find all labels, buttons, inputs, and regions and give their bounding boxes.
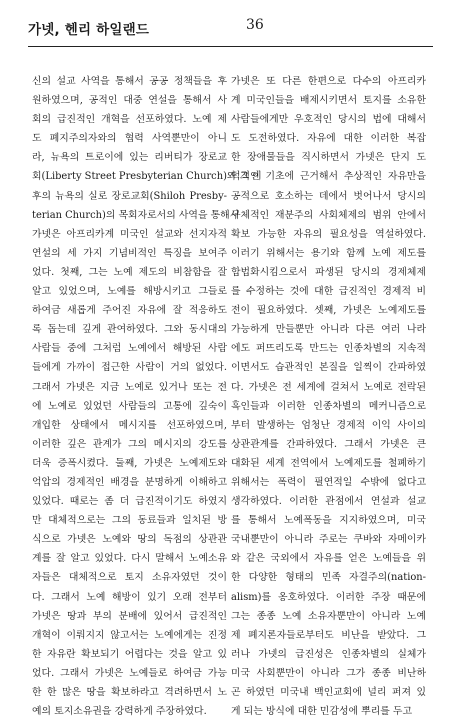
text-line: 만 대체적으로는 그의 동료들과 일치된 방 xyxy=(32,515,227,527)
text-line: 게 되는 방식에 대한 민감성에 뿌리를 두고 xyxy=(231,706,413,718)
text-line: alism)를 옹호하였다. 이러한 주장 때문에 xyxy=(231,591,426,603)
text-line: 가넷은 땅과 부의 분배에 있어서 급진적인 xyxy=(32,610,227,622)
text-line: 었다. 첫째, 그는 노예 제도의 비참함을 잘 xyxy=(32,266,227,278)
text-line: 계를 잘 알고 있었다. 다시 말해서 노예소유 xyxy=(32,553,227,565)
text-line: 한 장애물들을 직시하면서 가넷은 단지 도 xyxy=(231,152,426,164)
text-line: 합법화시킴으로서 파생된 당시의 경제체제 xyxy=(231,266,426,278)
text-line: 미국 사회뿐만이 아니라 그가 종종 비난하 xyxy=(231,667,426,679)
text-line: 개입한 상태에서 메시지를 선포하였으며, xyxy=(32,419,227,431)
text-line: 그래서 가넷은 지금 노예로 있거나 또는 전 xyxy=(32,381,227,393)
text-line: 흑인들과 이러한 인종차별의 메커니즘으로 xyxy=(231,400,426,412)
text-line: 대화된 세계 전역에서 노예제도를 철폐하기 xyxy=(231,457,426,469)
text-line: 개혁이 이뤄지지 않고서는 노예에게는 진정 xyxy=(32,629,227,641)
text-line: 부터 발생하는 엄청난 경제적 이익 사이의 xyxy=(231,419,426,431)
text-line: 에도 퍼뜨리도록 만드는 인종차별의 지속적 xyxy=(231,343,426,355)
text-line: 예의 토지소유권을 강력하게 주장하였다. xyxy=(32,706,207,718)
header-rule xyxy=(28,46,433,47)
text-line: 다. 그래서 노예 해방이 있기 오래 전부터 xyxy=(32,591,227,603)
text-line: 한 자유란 확보되기 어렵다는 것을 알고 있 xyxy=(32,648,227,660)
text-line: 었다. 그래서 가넷은 노예들로 하여금 가능 xyxy=(32,667,227,679)
text-line: 가넷은 또 다른 한편으로 다수의 아프리카 xyxy=(231,76,426,87)
text-line: 전이 필요하였다. 셋째, 가넷은 노예제도를 xyxy=(231,305,426,317)
text-line: 이면서도 습관적인 본질을 일찍이 간파하였 xyxy=(231,362,426,374)
text-line: 계 미국인들을 배제시키면서 토지를 소유한 xyxy=(231,95,426,107)
text-line: 상관관계를 간파하였다. 그래서 가넷은 큰 xyxy=(231,438,426,450)
text-line: 덕적인 기초에 근거해서 추상적인 자유만을 xyxy=(231,171,426,183)
text-line: 를 수정하는 것에 대한 급진적인 경제적 비 xyxy=(231,286,426,298)
running-title: 가넷, 헨리 하일랜드 xyxy=(28,22,150,38)
running-header xyxy=(28,14,428,38)
text-line: 회의 급진적인 개혁을 선포하였다. 노예 제 xyxy=(32,114,227,126)
text-line: 들에게 가까이 접근한 사람이 거의 없었다. xyxy=(32,362,227,374)
text-line: 후의 뉴욕의 실로 장로교회(Shiloh Presby- xyxy=(32,190,227,202)
text-line: 를 통해서 노예폭동을 지지하였으며, 미국 xyxy=(231,515,426,527)
text-line: terian Church)의 목회자로서의 사역을 통해서 xyxy=(32,209,240,221)
text-line: 신의 설교 사역을 통해서 공공 정책들을 후 xyxy=(32,76,227,87)
text-line: 가넷은 아프리카계 미국인 설교와 선지자적 xyxy=(32,228,227,240)
text-line: 한 다양한 형태의 민족 자결주의(nation- xyxy=(231,572,426,584)
text-line: 제 폐지론자들로부터도 비난을 받았다. 그 xyxy=(231,629,426,641)
text-line: 억압의 경제적인 배경을 분명하게 이해하고 xyxy=(32,476,227,488)
text-line: 라, 뉴욕의 트로이에 있는 리버티가 장로교 xyxy=(32,152,227,164)
text-line: 회(Liberty Street Presbyterian Church)와 그 이 xyxy=(32,171,262,183)
text-line: 와 같은 국외에서 자유를 얻은 노예들을 위 xyxy=(231,553,426,565)
text-line: 있었다. 때로는 좀 더 급진적이기도 하였지 xyxy=(32,496,227,508)
text-line: 도 도전하였다. 자유에 대한 이러한 복잡 xyxy=(231,133,426,145)
text-line: 그는 종종 노예 소유자뿐만이 아니라 노예 xyxy=(231,610,426,622)
text-line: 러나 가넷의 급진성은 인종차별의 실체가 xyxy=(231,648,426,660)
text-line: 생각하였다. 이러한 관점에서 연설과 설교 xyxy=(231,496,426,508)
left-text-column xyxy=(32,72,262,721)
text-line: 이러한 깊은 관계가 그의 메시지의 강도를 xyxy=(32,438,227,450)
text-line: 자들은 대체적으로 토지 소유자였던 것이 xyxy=(32,572,227,584)
text-line: 위해서는 폭력이 필연적일 수밖에 없다고 xyxy=(231,476,426,488)
text-line: 가능하게 만들뿐만 아니라 다른 여러 나라 xyxy=(231,324,426,336)
text-line: 에 노예로 있었던 사람들의 고통에 깊숙이 xyxy=(32,400,227,412)
text-line: 공적으로 호소하는 데에서 벗어나서 당시의 xyxy=(231,190,426,202)
text-line: 다. 가넷은 전 세계에 걸쳐서 노예로 전락된 xyxy=(231,381,426,393)
right-text-column xyxy=(231,72,426,721)
text-line: 이러기 위해서는 용기와 함께 노예 제도를 xyxy=(231,247,426,259)
text-line: 록 돕는데 깊게 관여하였다. 그와 동시대의 xyxy=(32,324,227,336)
text-line: 더욱 증폭시켰다. 둘째, 가넷은 노예제도와 xyxy=(32,457,227,469)
text-line: 연설의 세 가지 기념비적인 특징을 보여주 xyxy=(32,247,227,259)
text-line: 사람들 중에 그처럼 노예에서 해방된 사람 xyxy=(32,343,227,355)
text-line: 알고 있었으며, 노예를 해방시키고 그들로 xyxy=(32,286,227,298)
text-line: 하여금 새롭게 주어진 자유에 잘 적응하도 xyxy=(32,305,227,317)
text-line: 구체적인 재분주의 사회체제의 범위 안에서 xyxy=(231,209,426,221)
text-line: 사람들에게만 우호적인 당시의 법에 대해서 xyxy=(231,114,426,126)
text-line: 식으로 가넷은 노예와 땅의 독점의 상관관 xyxy=(32,534,227,546)
text-line: 확보 가능한 자유의 필요성을 역설하였다. xyxy=(231,228,426,240)
text-line: 곤 하였던 미국내 백인교회에 널리 퍼져 있 xyxy=(231,687,426,698)
text-line: 도 폐지주의자와의 협력 사역뿐만이 아니 xyxy=(32,133,227,145)
text-line: 국내뿐만이 아니라 주로는 쿠바와 자메이카 xyxy=(231,534,426,546)
text-line: 원하였으며, 공적인 대중 연설을 통해서 사 xyxy=(32,95,227,107)
page-number: 36 xyxy=(246,17,264,33)
text-line: 한 한 많은 땅을 확보하라고 격려하면서 노 xyxy=(32,687,227,698)
